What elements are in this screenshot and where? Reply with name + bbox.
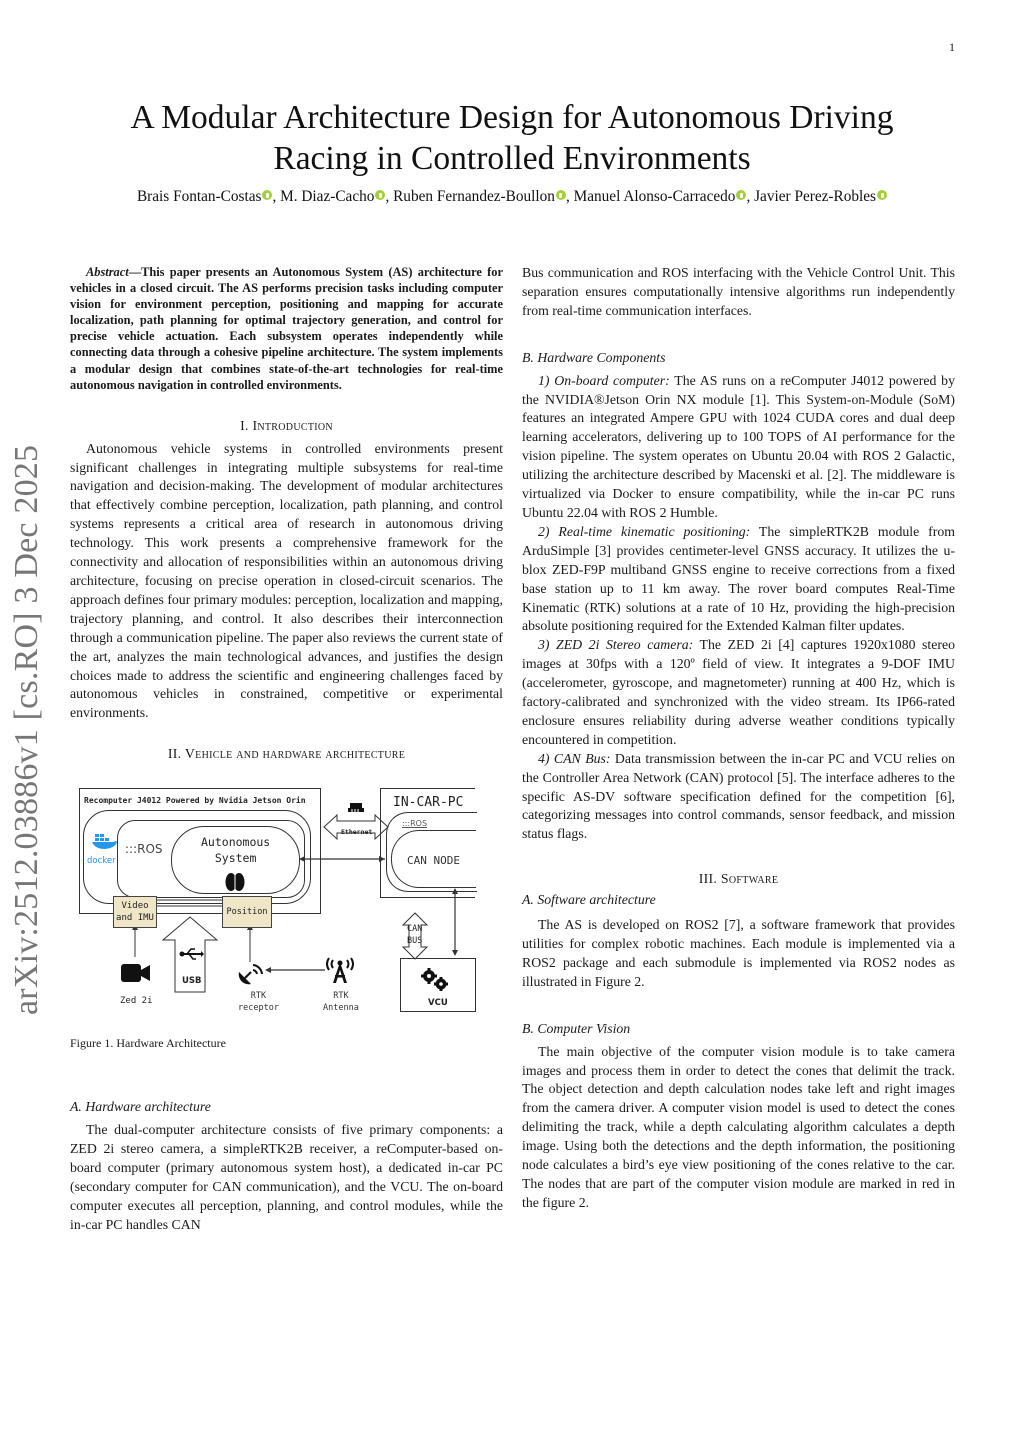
video-imu-box: Video and IMU bbox=[113, 896, 157, 928]
abstract bbox=[70, 264, 503, 393]
hw-item-rtk: 2) Real-time kinematic positioning: The simpleRTK2B module from ArduSimple [3] provides centimeter-level GNSS accuracy. It utilizes the u-blox ZED-F9P multiband GNSS engine to receive corrections from a fixed base station up to 11 km away. The rover board computes Real-Time Kinematic (RTK) solutions at a rate of 10 Hz, providing the high-precision absolute positioning required for the Extended Kalman filter updates. bbox=[522, 523, 956, 634]
author: Brais Fontan-Costas bbox=[136, 188, 262, 205]
autonomous-system-label: Autonomous System bbox=[201, 835, 271, 866]
arxiv-stamp: arXiv:2512.03886v1 [cs.RO] 3 Dec 2025 bbox=[8, 444, 45, 1015]
gears-icon bbox=[420, 968, 450, 992]
title-line-1: A Modular Architecture Design for Autonomous Driving bbox=[130, 99, 894, 136]
rtk-receptor-label: RTK receptor bbox=[238, 991, 279, 1014]
orcid-icon[interactable] bbox=[736, 190, 746, 200]
subsection-heading-hardware-architecture: A. Hardware architecture bbox=[70, 1099, 211, 1115]
orcid-icon[interactable] bbox=[375, 190, 385, 200]
intro-paragraph: Autonomous vehicle systems in controlled environments present significant challenges in integrating multiple subsystems for real-time navigation and decision-making. The development of modular architectures that effectively combine perception, localization, path planning, and control systems represents a critical area of research in autonomous driving technology. This work presents a comprehensive framework for the connectivity and allocation of responsibilities within an autonomous driving architecture, focusing on precise operation in closed-circuit scenarios. The approach defines four primary modules: perception, localization and mapping, trajectory planning, and control. It also describes their interconnection through a communication pipeline. The paper also reviews the current state of the art, analyzes the main technological advances, and justifies the design choices made to address the scientific and engineering challenges faced by autonomous vehicles in constrained, competitive or experimental environments. bbox=[70, 440, 503, 721]
abstract-label: Abstract bbox=[86, 265, 129, 279]
hw-item-can-bus: 4) CAN Bus: Data transmission between the in-car PC and VCU relies on the Controller Area Network (CAN) protocol [5]. The interface adheres to the specific AS-DV software specification defined for the competition [6], categorizing messages into control commands, sensor feedback, and mission status flags. bbox=[522, 750, 955, 842]
author: M. Diaz-Cacho bbox=[280, 188, 375, 205]
orcid-icon[interactable] bbox=[556, 190, 566, 200]
can-node-label: CAN NODE bbox=[407, 854, 460, 868]
section-heading-vehicle: II. Vehicle and hardware architecture bbox=[167, 746, 406, 762]
page-number: 1 bbox=[949, 40, 955, 54]
rtk-antenna-label: RTK Antenna bbox=[323, 991, 359, 1014]
hardware-architecture-continued: Bus communication and ROS interfacing with the Vehicle Control Unit. This separation ensures computationally intensive algorithms run independently from real-time communication interfaces. bbox=[522, 265, 955, 318]
author: Javier Perez-Robles bbox=[754, 188, 877, 205]
subsection-heading-hardware-components: B. Hardware Components bbox=[522, 349, 666, 365]
antenna-icon bbox=[325, 958, 355, 984]
can-bus-label: CAN BUS bbox=[407, 924, 423, 947]
usb-icon bbox=[179, 947, 203, 961]
orcid-icon[interactable] bbox=[877, 190, 887, 200]
docker-label: docker bbox=[87, 856, 116, 867]
camera-icon bbox=[121, 962, 151, 984]
subsection-heading-computer-vision: B. Computer Vision bbox=[522, 1020, 631, 1036]
abstract-text: —This paper presents an Autonomous System (AS) architecture for vehicles in a closed circuit. The AS performs precision tasks including computer vision for environment perception, positioning and mapping for accurate localization, path planning for optimal trajectory generation, and control for precise vehicle actuation. Each subsystem operates independently while connecting data through a cohesive pipeline architecture. The system implements a modular design that combines state-of-the-art technologies for real-time autonomous navigation in controlled environments. bbox=[70, 265, 503, 392]
figure-caption: Figure 1. Hardware Architecture bbox=[70, 1036, 226, 1051]
subsection-heading-software-architecture: A. Software architecture bbox=[522, 892, 656, 908]
hw-item-onboard-computer: 1) On-board computer: The AS runs on a reComputer J4012 powered by the NVIDIA®Jetson Orin NX module [1]. This System-on-Module (SoM) features an integrated Ampere GPU with 1024 CUDA cores and dual deep learning accelerators, delivering up to 100 TOPS of AI performance for the vision pipeline. The system operates on Ubuntu 20.04 with ROS 2 Galactic, utilizing the architecture described by Macenski et al. [2]. The middleware is virtualized via Docker to ensure compatibility, while the in-car PC runs Ubuntu 22.04 with ROS 2 Humble. bbox=[522, 372, 955, 520]
ros-logo-pc: :::ROS bbox=[402, 819, 428, 829]
usb-label: USB bbox=[182, 976, 202, 987]
author: Manuel Alonso-Carracedo bbox=[573, 188, 736, 205]
paper-title bbox=[60, 97, 964, 179]
left-column bbox=[70, 264, 503, 1234]
ethernet-label: Ethernet bbox=[341, 828, 373, 837]
satellite-dish-icon bbox=[237, 960, 265, 986]
section-heading-software: III. Software bbox=[698, 871, 779, 887]
hw-item-zed-camera: 3) ZED 2i Stereo camera: The ZED 2i [4] captures 1920x1080 stereo images at 30fps with a 120º field of view. It integrates a 9-DOF IMU (accelerometer, gyroscope, and magnetometer) running at 400 Hz, which is factory-calibrated and synchronized with the video stream. Its IP66-rated enclosure ensures reliability during adverse weather conditions typically encountered in competition. bbox=[522, 637, 956, 747]
author-list: Brais Fontan-Costas , M. Diaz-Cacho , Ruben Fernandez-Boullon , Manuel Alonso-Carracedo , Javier Perez-Robles bbox=[60, 188, 964, 206]
computer-vision-paragraph: The main objective of the computer vision module is to take camera images and process them in order to detect the cones that delimit the track. The object detection and depth calculation nodes take left and right images from the camera driver. A computer vision model is used to detect the cones delimiting the track, while a depth calculating algorithm calculates a depth image. Using both the detections and the depth information, the positioning node calculates a bird’s eye view positioning of the cones relative to the car. The nodes that are part of the computer vision module are marked in red in the figure 2. bbox=[522, 1043, 955, 1210]
position-box: Position bbox=[222, 896, 272, 928]
zed-label: Zed 2i bbox=[120, 996, 153, 1007]
recomputer-label: Recomputer J4012 Powered by Nvidia Jetson Orin bbox=[84, 796, 306, 806]
title-line-2: Racing in Controlled Environments bbox=[273, 140, 751, 177]
orcid-icon[interactable] bbox=[262, 190, 272, 200]
vcu-label: VCU bbox=[428, 998, 448, 1009]
hardware-architecture-paragraph: The dual-computer architecture consists of five primary components: a ZED 2i stereo camera, a simpleRTK2B receiver, a reComputer-based on-board computer (primary autonomous system host), a dedicated in-car PC (secondary computer for CAN communication), and the VCU. The on-board computer executes all perception, planning, and control modules, while the in-car PC handles CAN bbox=[70, 1121, 503, 1232]
author: Ruben Fernandez-Boullon bbox=[393, 188, 555, 205]
ros-logo: :::ROS bbox=[125, 842, 163, 857]
section-heading-introduction: I. Introduction bbox=[240, 417, 333, 433]
software-architecture-paragraph: The AS is developed on ROS2 [7], a software framework that provides utilities for complex robotic machines. Each module is implemented via a ROS2 package and each submodule is implemented via ROS2 nodes as illustrated in Figure 2. bbox=[522, 917, 955, 989]
ethernet-icon bbox=[348, 802, 364, 814]
hardware-architecture-figure bbox=[75, 782, 475, 1022]
in-car-pc-label: IN-CAR-PC bbox=[393, 795, 464, 811]
right-column bbox=[522, 264, 955, 1213]
